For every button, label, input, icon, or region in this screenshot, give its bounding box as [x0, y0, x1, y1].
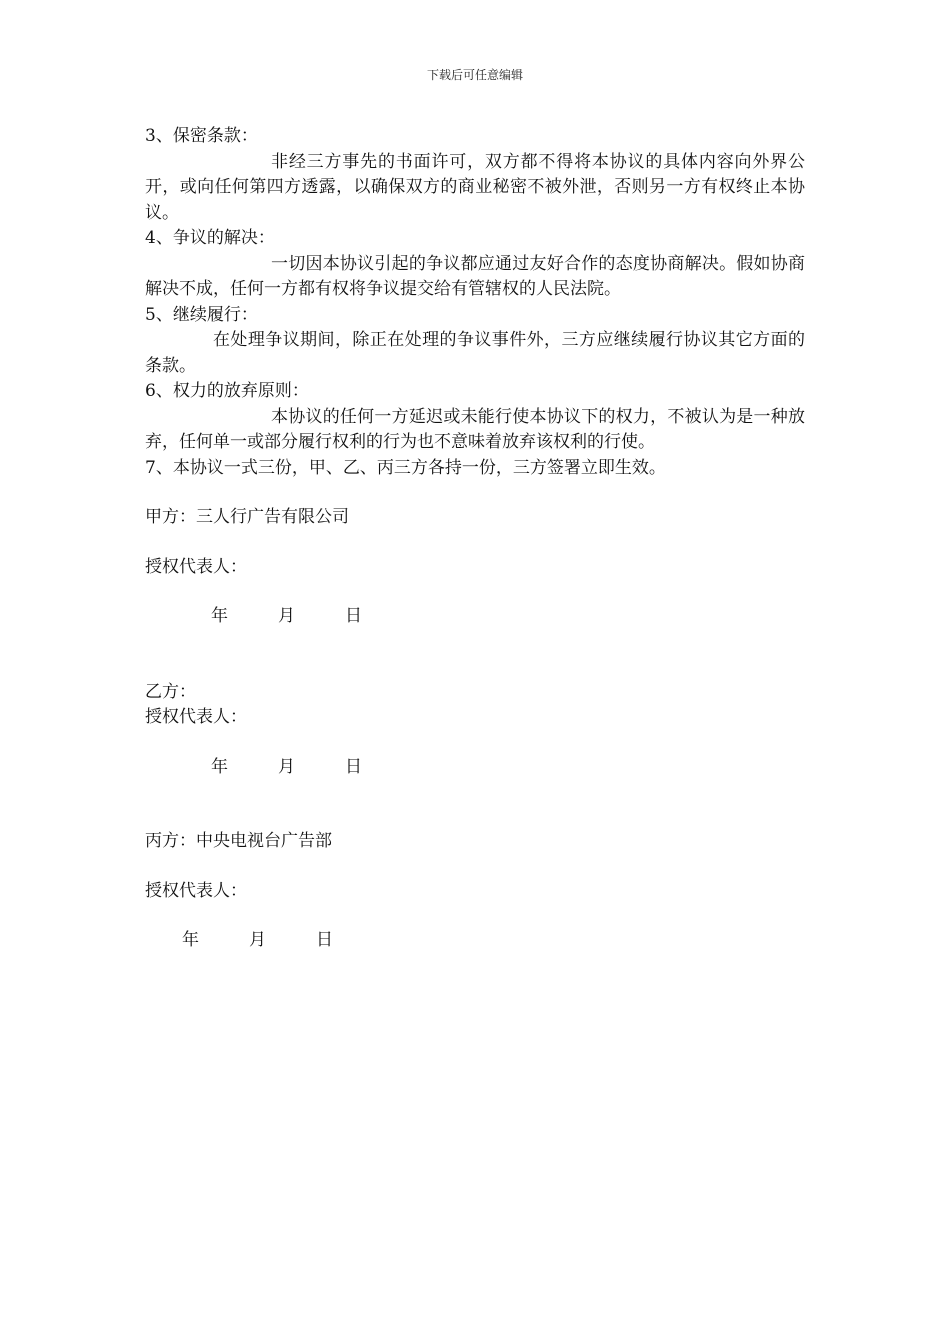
party-c-label: 丙方：中央电视台广告部 — [145, 831, 332, 851]
date-month: 月 — [278, 606, 295, 626]
party-a-label: 甲方：三人行广告有限公司 — [145, 507, 349, 527]
section-6-heading: 6、权力的放弃原则： — [145, 381, 309, 401]
date-day: 日 — [345, 756, 362, 777]
date-year: 年 — [211, 756, 228, 777]
date-day: 日 — [345, 606, 362, 626]
party-a-date — [145, 604, 805, 630]
page-header: 下载后可任意编辑 — [426, 68, 523, 82]
date-day: 日 — [316, 930, 333, 950]
section-5-body: 在处理争议期间，除正在处理的争议事件外，三方应继续履行协议其它方面的条款。 — [145, 330, 805, 376]
section-3-body: 非经三方事先的书面许可，双方都不得将本协议的具体内容向外界公开，或向任何第四方透露，以确保双方的商业秘密不被外泄，否则另一方有权终止本协议。 — [145, 151, 805, 223]
section-4-body: 一切因本协议引起的争议都应通过友好合作的态度协商解决。假如协商解决不成，任何一方都有权将争议提交给有管辖权的人民法院。 — [145, 253, 805, 299]
party-b-date — [145, 755, 805, 781]
date-year: 年 — [182, 930, 199, 950]
contract-body — [145, 124, 805, 954]
date-month: 月 — [278, 756, 295, 777]
date-month: 月 — [249, 930, 266, 950]
party-b-label: 乙方： — [145, 681, 196, 702]
party-b-representative: 授权代表人： — [145, 707, 247, 727]
section-4-heading: 4、争议的解决： — [145, 228, 275, 248]
section-6-body: 本协议的任何一方延迟或未能行使本协议下的权力，不被认为是一种放弃，任何单一或部分履行权利的行为也不意味着放弃该权利的行使。 — [145, 406, 805, 452]
party-c-representative: 授权代表人： — [145, 880, 247, 901]
section-5-heading: 5、继续履行： — [145, 304, 258, 325]
party-a-representative: 授权代表人： — [145, 556, 247, 577]
party-c-date — [145, 928, 805, 954]
date-year: 年 — [211, 606, 228, 626]
clause-7: 7、本协议一式三份，甲、乙、丙三方各持一份，三方签署立即生效。 — [145, 457, 666, 478]
section-3-heading: 3、保密条款： — [145, 126, 258, 146]
